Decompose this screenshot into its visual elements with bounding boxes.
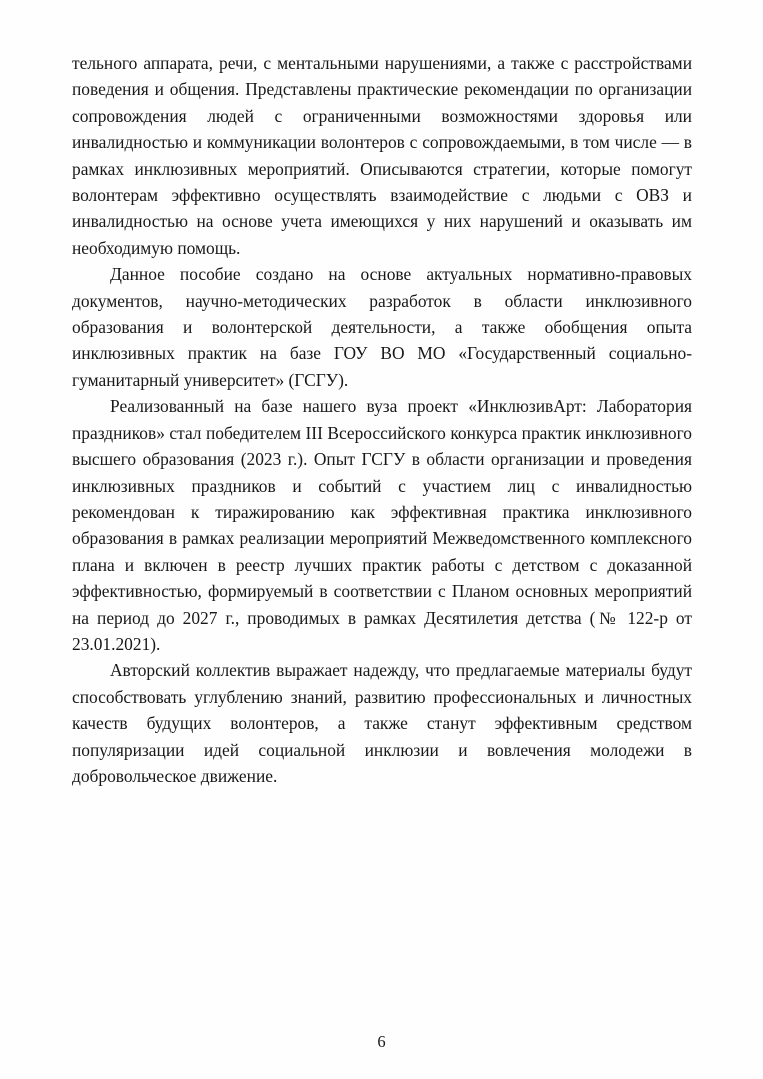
- paragraph-4: Авторский коллектив выражает надежду, что предлагаемые материалы будут способствовать углублению знаний, развитию профессиональных и личностных качеств будущих волонтеров, а также станут эффективным средством популяризации идей социальной инклюзии и вовлечения молодежи в добровольческое движение.: [72, 660, 692, 786]
- body-text-column: [72, 50, 692, 789]
- paragraph-2: Данное пособие создано на основе актуальных нормативно-правовых документов, научно-методических разработок в области инклюзивного образования и волонтерской деятельности, а также обобщения опыта инклюзивных практик на базе ГОУ ВО МО «Государственный социально-гуманитарный университет» (ГСГУ).: [72, 264, 692, 390]
- paragraph-1: тельного аппарата, речи, с ментальными нарушениями, а также с расстройствами поведения и общения. Представлены практические рекомендации по организации сопровождения людей с ограниченными возможностями здоровья или инвалидностью и коммуникации волонтеров с сопровождаемыми, в том числе — в рамках инклюзивных мероприятий. Описываются стратегии, которые помогут волонтерам эффективно осуществлять взаимодействие с людьми с ОВЗ и инвалидностью на основе учета имеющихся у них нарушений и оказывать им необходимую помощь.: [72, 53, 692, 258]
- paragraph-3: Реализованный на базе нашего вуза проект «ИнклюзивАрт: Лаборатория праздников» стал победителем III Всероссийского конкурса практик инклюзивного высшего образования (2023 г.). Опыт ГСГУ в области организации и проведения инклюзивных праздников и событий с участием лиц с инвалидностью рекомендован к тиражированию как эффективная практика инклюзивного образования в рамках реализации мероприятий Межведомственного комплексного плана и включен в реестр лучших практик работы с детством с доказанной эффективностью, формируемый в соответствии с Планом основных мероприятий на период до 2027 г., проводимых в рамках Десятилетия детства (№ 122-р от 23.01.2021).: [72, 396, 692, 654]
- page-number: 6: [377, 1032, 386, 1051]
